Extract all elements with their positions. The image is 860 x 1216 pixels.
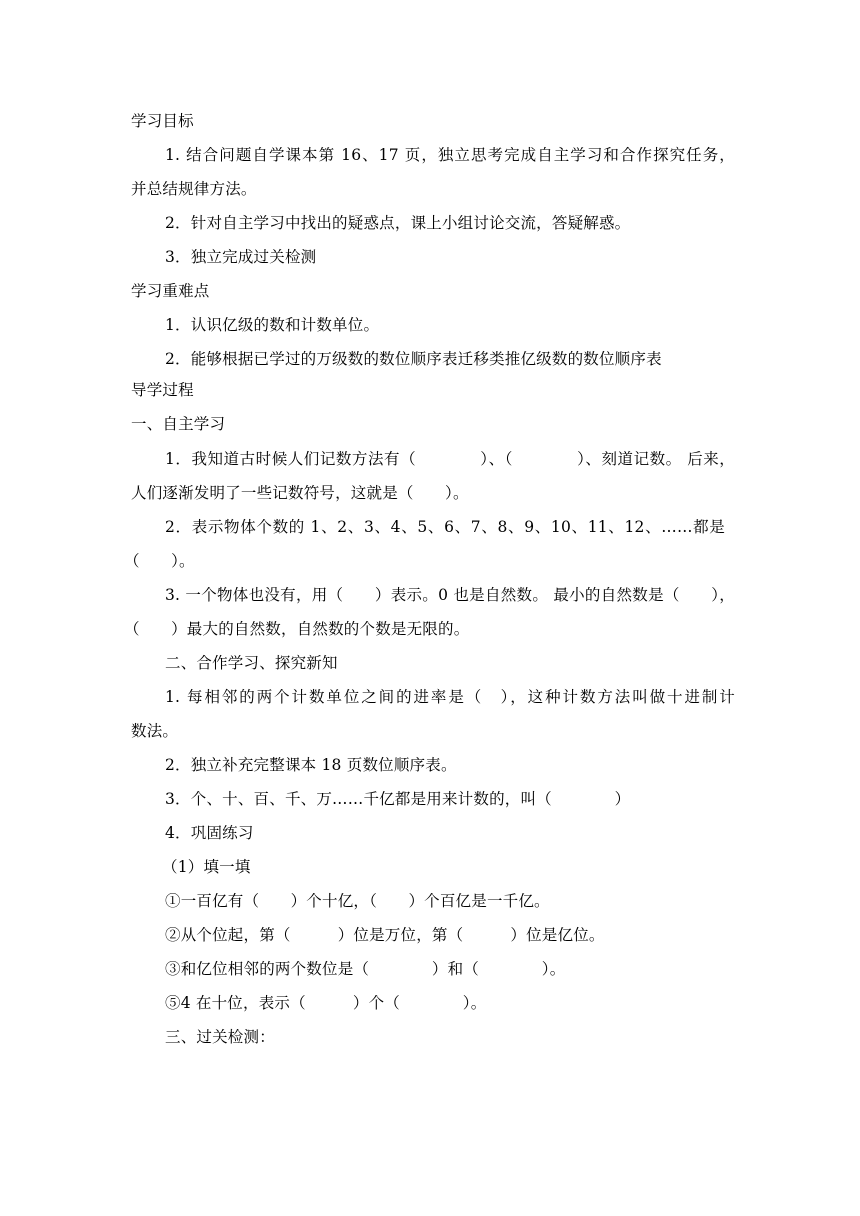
section-2-heading: 二、合作学习、探究新知 (165, 654, 338, 672)
heading-learning-objectives: 学习目标 (131, 112, 194, 130)
self-study-item-2-line-1: 2．表示物体个数的 1、2、3、4、5、6、7、8、9、10、11、12、……都是 (165, 518, 725, 536)
heading-guided-process: 导学过程 (131, 381, 194, 399)
fill-in-question-1: ①一百亿有（ ）个十亿，（ ）个百亿是一千亿。 (165, 892, 550, 910)
section-3-heading: 三、过关检测： (165, 1028, 275, 1046)
fill-in-question-3: ③和亿位相邻的两个数位是（ ）和（ ）。 (165, 960, 566, 978)
self-study-item-3-line-2: （ ）最大的自然数，自然数的个数是无限的。 (124, 620, 470, 638)
coop-item-1-line-2: 数法。 (131, 722, 179, 740)
coop-item-2: 2．独立补充完整课本 18 页数位顺序表。 (165, 756, 457, 774)
objective-1-line-2: 并总结规律方法。 (131, 180, 257, 198)
self-study-item-3-line-1: 3. 一个物体也没有，用（ ）表示。0 也是自然数。 最小的自然数是（ ）， (165, 586, 735, 604)
heading-key-points: 学习重难点 (131, 282, 210, 300)
fill-in-question-2: ②从个位起，第（ ）位是万位，第（ ）位是亿位。 (165, 926, 605, 944)
key-point-2: 2．能够根据已学过的万级数的数位顺序表迁移类推亿级数的数位顺序表 (165, 350, 662, 368)
section-1-heading: 一、自主学习 (131, 415, 226, 433)
key-point-1: 1．认识亿级的数和计数单位。 (165, 316, 380, 334)
self-study-item-1-line-1: 1．我知道古时候人们记数方法有（ ）、（ ）、刻道记数。 后来， (165, 450, 735, 468)
fill-in-heading: （1）填一填 (162, 858, 251, 876)
self-study-item-2-line-2: （ ）。 (124, 552, 195, 570)
objective-2: 2．针对自主学习中找出的疑惑点，课上小组讨论交流，答疑解惑。 (165, 214, 631, 232)
coop-item-3: 3．个、十、百、千、万……千亿都是用来计数的，叫（ ） (165, 790, 631, 808)
fill-in-question-5: ⑤4 在十位，表示（ ）个（ ）。 (165, 994, 487, 1012)
coop-item-4: 4．巩固练习 (165, 824, 254, 842)
objective-1-line-1: 1. 结合问题自学课本第 16、17 页，独立思考完成自主学习和合作探究任务， (165, 146, 735, 164)
objective-3: 3．独立完成过关检测 (165, 248, 317, 266)
self-study-item-1-line-2: 人们逐渐发明了一些记数符号，这就是（ ）。 (131, 484, 469, 502)
coop-item-1-line-1: 1. 每相邻的两个计数单位之间的进率是（ ），这种计数方法叫做十进制计 (165, 688, 735, 706)
